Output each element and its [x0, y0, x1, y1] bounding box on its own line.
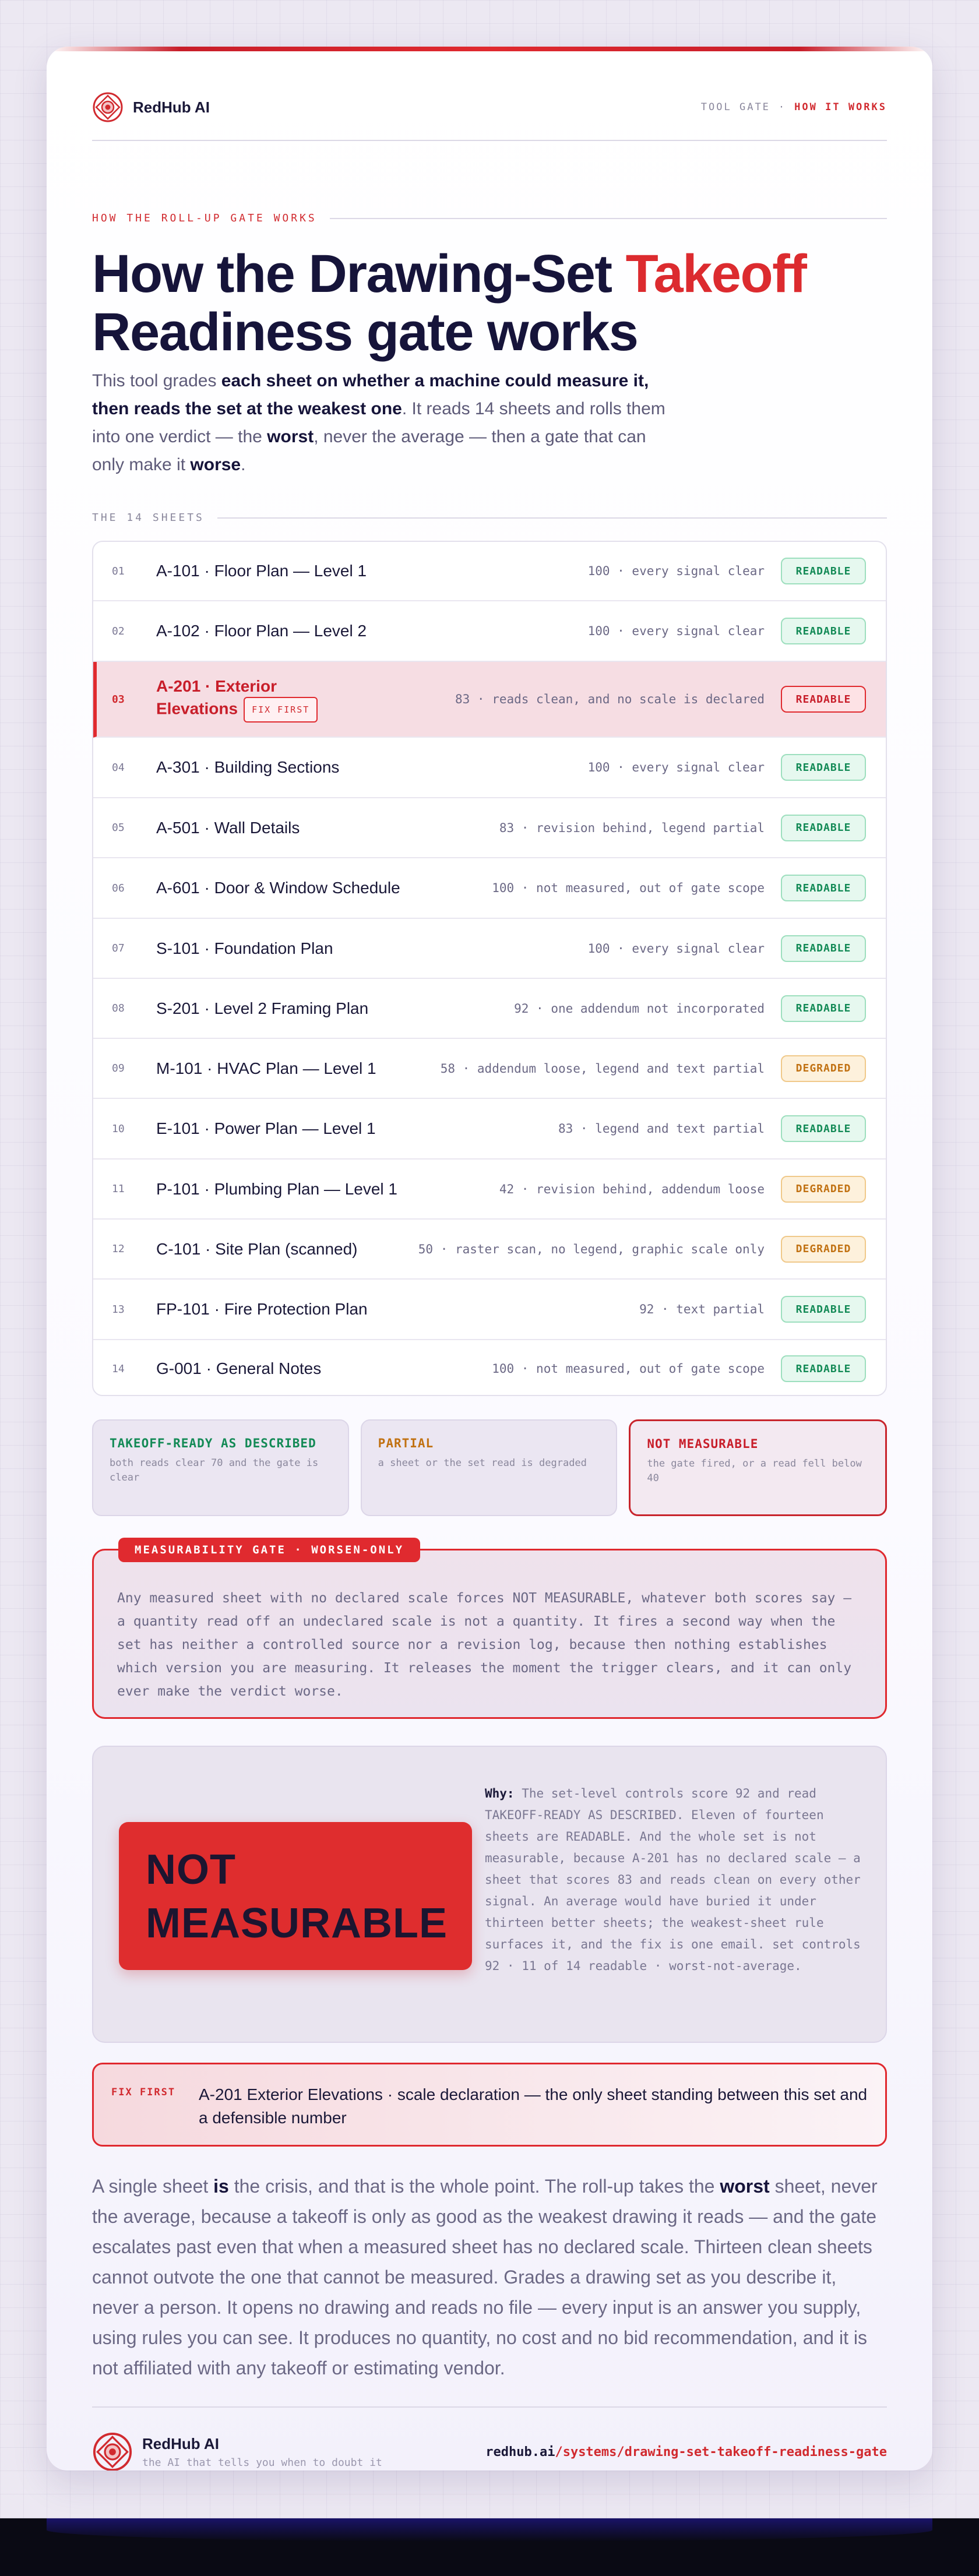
- status-badge: READABLE: [781, 618, 866, 644]
- sheet-name: A-601 · Door & Window Schedule: [156, 879, 400, 897]
- sheet-name: G-001 · General Notes: [156, 1359, 322, 1377]
- gate-text: Any measured sheet with no declared scale forces NOT MEASURABLE, whatever both scores say — a quantity read off an undeclared scale is not a quantity. It fires a second way when the set has neither a controlled source nor a revision log, because then nothing establishes which version you are measuring. It releases the moment the trigger clears, and it can only ever make the verdict worse.: [117, 1591, 852, 1699]
- table-row[interactable]: [93, 1160, 886, 1220]
- verdict-badge: [119, 1822, 472, 1970]
- row-number: 06: [112, 882, 125, 894]
- nav-separator: ·: [778, 101, 787, 113]
- verdict-line-2: MEASURABLE: [146, 1900, 448, 1947]
- lede-text: , never the average — then a gate that can only make it: [92, 427, 646, 474]
- header-divider: [92, 140, 887, 141]
- sheet-name: S-201 · Level 2 Framing Plan: [156, 999, 369, 1017]
- status-badge: READABLE: [781, 935, 866, 962]
- verdict-panel: [92, 1746, 887, 2043]
- verdict-legend: [92, 1419, 887, 1516]
- table-row[interactable]: [93, 979, 886, 1039]
- lede: [92, 367, 681, 479]
- status-badge: READABLE: [781, 1296, 866, 1323]
- fix-first-label: FIX FIRST: [111, 2087, 176, 2098]
- redhub-logo-icon: [92, 91, 124, 123]
- row-number: 05: [112, 822, 125, 834]
- nav-tool-gate[interactable]: TOOL GATE: [700, 101, 770, 113]
- sheet-name: C-101 · Site Plan (scanned): [156, 1239, 358, 1258]
- table-row[interactable]: [93, 919, 886, 979]
- row-number: 09: [112, 1062, 125, 1074]
- footer-url-link[interactable]: [485, 2445, 887, 2459]
- site-header: [92, 91, 887, 124]
- table-row[interactable]: [93, 542, 886, 601]
- row-number: 07: [112, 942, 125, 954]
- table-row[interactable]: [93, 1340, 886, 1396]
- row-number: 13: [112, 1303, 125, 1316]
- table-row-crisis[interactable]: [93, 662, 886, 738]
- title-part-2: Readiness gate works: [92, 302, 638, 362]
- fix-first-chip: FIX FIRST: [244, 697, 318, 723]
- row-number: 04: [112, 761, 125, 774]
- status-badge: READABLE: [781, 558, 866, 584]
- status-badge: READABLE: [781, 1355, 866, 1382]
- sheet-name: A-301 · Building Sections: [156, 758, 340, 776]
- legend-partial: [361, 1419, 618, 1516]
- sheet-name: A-501 · Wall Details: [156, 818, 300, 837]
- sheet-note: 83 · revision behind, legend partial: [499, 820, 765, 835]
- sheet-name: M-101 · HVAC Plan — Level 1: [156, 1059, 376, 1077]
- closing-text: A single sheet: [92, 2176, 214, 2197]
- main-card: [47, 47, 932, 2471]
- verdict-line-1: NOT: [146, 1846, 236, 1893]
- sheet-name-line-1: A-201 · Exterior: [156, 677, 277, 695]
- legend-description: a sheet or the set read is degraded: [378, 1457, 587, 1469]
- redhub-logo-icon: [92, 2431, 133, 2471]
- legend-not-measurable: [629, 1419, 887, 1516]
- sheets-label-text: THE 14 SHEETS: [92, 512, 205, 524]
- closing-text: sheet, never the average, because a takeoff is only as good as the weakest drawing it reads — and the gate escalates past even that when a measured sheet has no declared scale. Thirteen clean sheets cannot outvote the one that cannot be measured. Grades a drawing set as you describe it, never a person. It opens no drawing and reads no file — every input is an answer you supply, using rules you can see. It produces no quantity, no cost and no bid recommendation, and it is not affiliated with any takeoff or estimating vendor.: [92, 2176, 878, 2378]
- measurability-gate-panel: [92, 1544, 887, 1719]
- eyebrow-rule: [330, 218, 887, 219]
- sheet-note: 100 · every signal clear: [587, 760, 765, 774]
- table-row[interactable]: [93, 1099, 886, 1160]
- status-badge: READABLE: [781, 754, 866, 781]
- verdict-explanation: [485, 1783, 864, 1977]
- footer-divider: [92, 2406, 887, 2408]
- legend-title: NOT MEASURABLE: [647, 1437, 759, 1451]
- sheet-note: 83 · legend and text partial: [558, 1122, 765, 1136]
- row-number: 08: [112, 1002, 125, 1014]
- lede-emphasis: each sheet on whether a machine could measure it, then reads the set at the weakest one: [92, 371, 649, 418]
- legend-takeoff-ready: [92, 1419, 349, 1516]
- page-title: [92, 245, 908, 361]
- sheet-name: A-102 · Floor Plan — Level 2: [156, 622, 367, 640]
- page-footer-band: [0, 2518, 979, 2576]
- sheet-note: 92 · text partial: [639, 1302, 765, 1316]
- gate-tag: MEASURABILITY GATE · WORSEN-ONLY: [118, 1538, 420, 1562]
- brand-name: RedHub AI: [133, 98, 210, 116]
- table-row[interactable]: [93, 1220, 886, 1280]
- sheet-name-line-2: Elevations: [156, 699, 238, 718]
- why-text: The set-level controls score 92 and read TAKEOFF-READY AS DESCRIBED. Eleven of fourteen sheets are READABLE. And the whole set is not measurable, because A-201 has no declared scale — a sheet that scores 83 and reads clean on every other signal. An average would have buried it under thirteen better sheets; the weakest-sheet rule surfaces it, and the fix is one email. set controls 92 · 11 of 14 readable · worst-not-average.: [485, 1786, 861, 1973]
- legend-description: both reads clear 70 and the gate is clear: [110, 1457, 319, 1483]
- row-number: 01: [112, 565, 125, 577]
- sheet-note: 58 · addendum loose, legend and text partial: [440, 1061, 765, 1076]
- table-row[interactable]: [93, 601, 886, 662]
- sheet-note: 100 · every signal clear: [587, 941, 765, 956]
- eyebrow: [92, 212, 887, 224]
- status-badge: READABLE: [781, 995, 866, 1022]
- top-nav: [701, 101, 887, 113]
- url-host: redhub.ai: [485, 2444, 555, 2459]
- sheets-section-label: [92, 512, 887, 524]
- brand[interactable]: [92, 91, 210, 123]
- lede-text: This tool grades: [92, 371, 221, 390]
- status-badge: READABLE: [781, 875, 866, 901]
- sheet-name: P-101 · Plumbing Plan — Level 1: [156, 1179, 397, 1198]
- sheet-note: 50 · raster scan, no legend, graphic scale only: [418, 1242, 765, 1256]
- table-row[interactable]: [93, 1039, 886, 1099]
- lede-text: . It reads 14 sheets and rolls them into one verdict — the: [92, 399, 665, 446]
- sheet-name: S-101 · Foundation Plan: [156, 939, 333, 957]
- table-row[interactable]: [93, 738, 886, 798]
- row-number: 02: [112, 625, 125, 637]
- lede-emphasis: worse: [190, 455, 241, 474]
- sheet-name: [156, 676, 455, 723]
- footer-brand[interactable]: [92, 2431, 382, 2471]
- sheets-table: [92, 541, 887, 1396]
- fix-first-text: A-201 Exterior Elevations · scale declaration — the only sheet standing between this set and a defensible number: [199, 2085, 868, 2127]
- title-part-1: How the Drawing-Set: [92, 244, 626, 304]
- row-number: 12: [112, 1243, 125, 1255]
- status-badge: DEGRADED: [781, 1055, 866, 1082]
- table-row[interactable]: [93, 1280, 886, 1340]
- table-row[interactable]: [93, 798, 886, 858]
- legend-title: PARTIAL: [378, 1436, 434, 1450]
- row-number: 03: [112, 693, 125, 706]
- sheet-note: 100 · every signal clear: [587, 624, 765, 638]
- sheet-name: FP-101 · Fire Protection Plan: [156, 1300, 368, 1318]
- closing-emphasis: is: [213, 2176, 229, 2197]
- sheet-note: 100 · not measured, out of gate scope: [492, 881, 765, 895]
- sheet-note: 100 · not measured, out of gate scope: [492, 1362, 765, 1376]
- sheet-name: A-101 · Floor Plan — Level 1: [156, 562, 367, 580]
- closing-paragraph: [92, 2171, 887, 2383]
- status-badge: READABLE: [781, 686, 866, 713]
- sheet-name: E-101 · Power Plan — Level 1: [156, 1119, 376, 1137]
- footer-tagline: the AI that tells you when to doubt it: [142, 2457, 382, 2469]
- sheet-note: 92 · one addendum not incorporated: [514, 1001, 765, 1016]
- sheet-note: 42 · revision behind, addendum loose: [499, 1182, 765, 1196]
- title-accent: Takeoff: [625, 244, 807, 304]
- fix-first-callout: [92, 2063, 887, 2147]
- closing-text: the crisis, and that is the whole point. The roll-up takes the: [228, 2176, 720, 2197]
- card-accent-bar: [47, 47, 932, 51]
- status-badge: DEGRADED: [781, 1176, 866, 1203]
- sheet-note: 100 · every signal clear: [587, 564, 765, 578]
- legend-title: TAKEOFF-READY AS DESCRIBED: [110, 1436, 316, 1450]
- row-number: 10: [112, 1122, 125, 1135]
- closing-emphasis: worst: [720, 2176, 770, 2197]
- footer-brand-name: RedHub AI: [142, 2435, 219, 2452]
- why-label: Why:: [485, 1786, 515, 1800]
- status-badge: DEGRADED: [781, 1236, 866, 1263]
- eyebrow-text: HOW THE ROLL-UP GATE WORKS: [92, 212, 317, 224]
- row-number: 11: [112, 1183, 125, 1195]
- status-badge: READABLE: [781, 815, 866, 841]
- row-number: 14: [112, 1362, 125, 1375]
- footer: [92, 2431, 887, 2471]
- lede-emphasis: worst: [267, 427, 314, 446]
- url-path: /systems/drawing-set-takeoff-readiness-gate: [555, 2444, 887, 2459]
- nav-how-it-works[interactable]: HOW IT WORKS: [794, 101, 887, 113]
- lede-text: .: [241, 455, 246, 474]
- sheet-note: 83 · reads clean, and no scale is declared: [455, 692, 765, 706]
- legend-description: the gate fired, or a read fell below 40: [647, 1458, 862, 1484]
- sheets-label-rule: [217, 517, 887, 519]
- status-badge: READABLE: [781, 1115, 866, 1142]
- table-row[interactable]: [93, 858, 886, 919]
